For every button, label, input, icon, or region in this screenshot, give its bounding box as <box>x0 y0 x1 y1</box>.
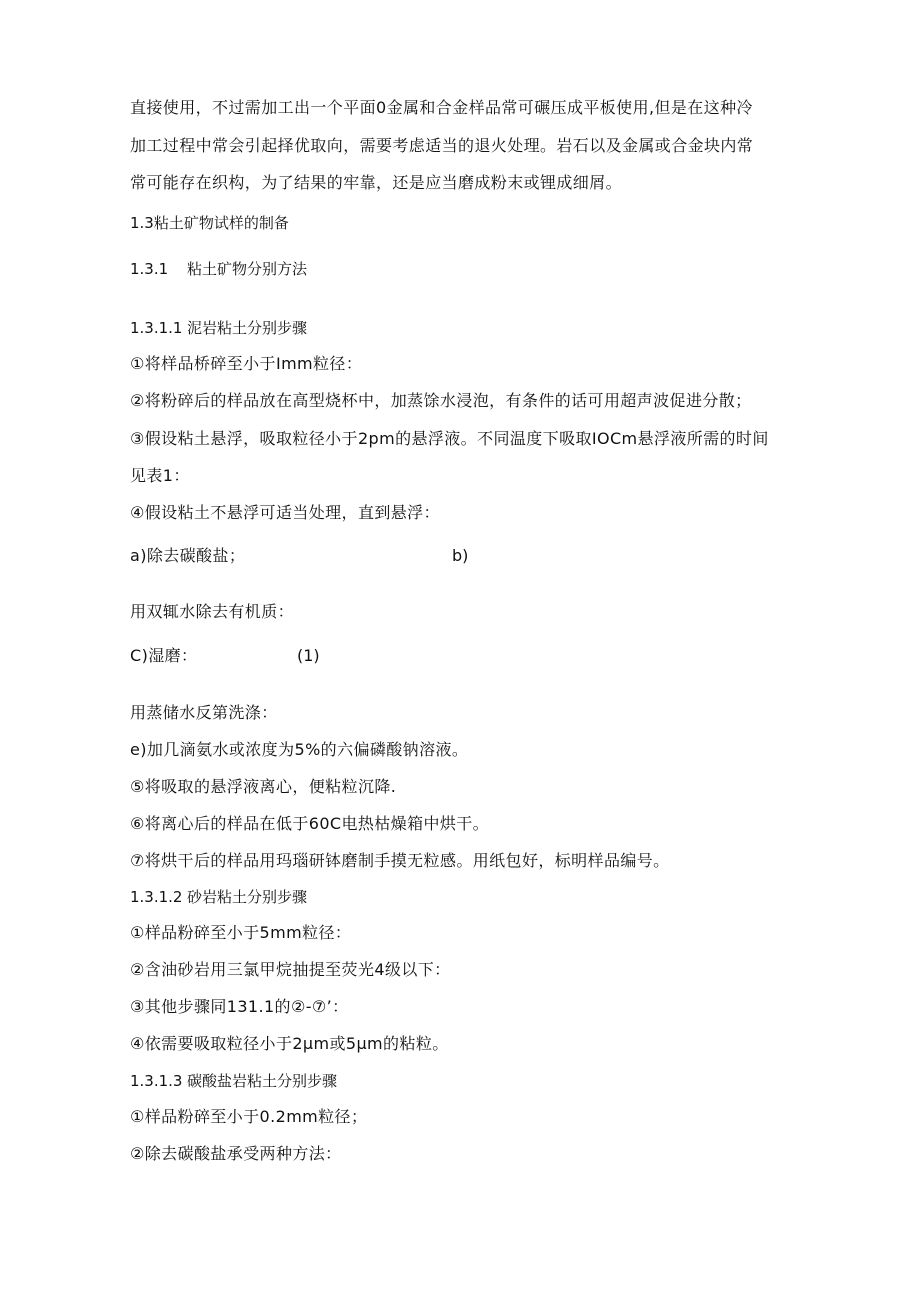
step-item: ⑥将离心后的样品在低于60C电热枯燥箱中烘干。 <box>130 814 490 833</box>
step-item: ③假设粘土悬浮，吸取粒径小于2pm的悬浮液。不同温度下吸取IOCm悬浮液所需的时间 <box>130 429 769 448</box>
step-item: ①将样品桥碎至小于Imm粒径： <box>130 354 363 373</box>
step-item-continuation: 见表1： <box>130 466 190 485</box>
sub-item-c-number: (1) <box>297 646 320 665</box>
step-item: ⑤将吸取的悬浮液离心，便粘粒沉降. <box>130 777 397 796</box>
section-heading-1-3: 1.3粘土矿物试样的制备 <box>130 214 289 232</box>
step-item: ①样品粉碎至小于0.2mm粒径； <box>130 1107 368 1126</box>
step-item: ②将粉碎后的样品放在高型烧杯中，加蒸馀水浸泡，有条件的话可用超声波促进分散； <box>130 391 752 410</box>
section-number: 1.3.1.2 <box>130 888 183 906</box>
paragraph-line: 加工过程中常会引起择优取向，需要考虑适当的退火处理。岩石以及金属或合金块内常 <box>130 136 754 155</box>
sub-item-a: a)除去碳酸盐； <box>130 546 246 565</box>
step-item: ④假设粘土不悬浮可适当处理，直到悬浮： <box>130 503 440 522</box>
step-item: ③其他步骤同131.1的②-⑦’： <box>130 997 349 1016</box>
paragraph-line: 常可能存在织构，为了结果的牢靠，还是应当磨成粉末或锂成细屑。 <box>130 173 623 192</box>
sub-item-b-text: 用双辄水除去有机质： <box>130 602 295 621</box>
section-heading-1-3-1-3 <box>130 1071 337 1091</box>
sub-item-e: e)加几滴氨水或浓度为5%的六偏磷酸钠溶液。 <box>130 740 469 759</box>
section-title: 泥岩粘土分别步骤 <box>187 319 308 337</box>
step-item: ⑦将烘干后的样品用玛瑙研钵磨制手摸无粒感。用纸包好，标明样品编号。 <box>130 851 670 870</box>
section-title: 砂岩粘土分别步骤 <box>187 888 308 906</box>
section-number: 1.3.1.1 <box>130 319 183 337</box>
section-title: 粘土矿物分别方法 <box>187 260 308 278</box>
section-heading-1-3-1-1 <box>130 318 307 338</box>
section-heading-1-3-1 <box>130 259 307 279</box>
step-item: ①样品粉碎至小于5mm粒径： <box>130 923 352 942</box>
sub-item-c: C)湿磨： <box>130 646 198 665</box>
section-heading-1-3-1-2 <box>130 887 307 907</box>
section-number: 1.3.1 <box>130 260 169 278</box>
paragraph-line: 直接使用，不过需加工出一个平面0金属和合金样品常可碾压成平板使用,但是在这种冷 <box>130 98 753 117</box>
step-item: ②除去碳酸盐承受两种方法： <box>130 1144 342 1163</box>
section-number: 1.3.1.3 <box>130 1072 183 1090</box>
sub-item-b-label: b) <box>452 546 469 565</box>
sub-item-d-text: 用蒸储水反第洗涤： <box>130 703 278 722</box>
step-item: ④依需要吸取粒径小于2μm或5μm的粘粒。 <box>130 1034 449 1053</box>
section-title: 碳酸盐岩粘土分别步骤 <box>187 1072 338 1090</box>
step-item: ②含油砂岩用三氯甲烷抽提至荧光4级以下： <box>130 960 451 979</box>
